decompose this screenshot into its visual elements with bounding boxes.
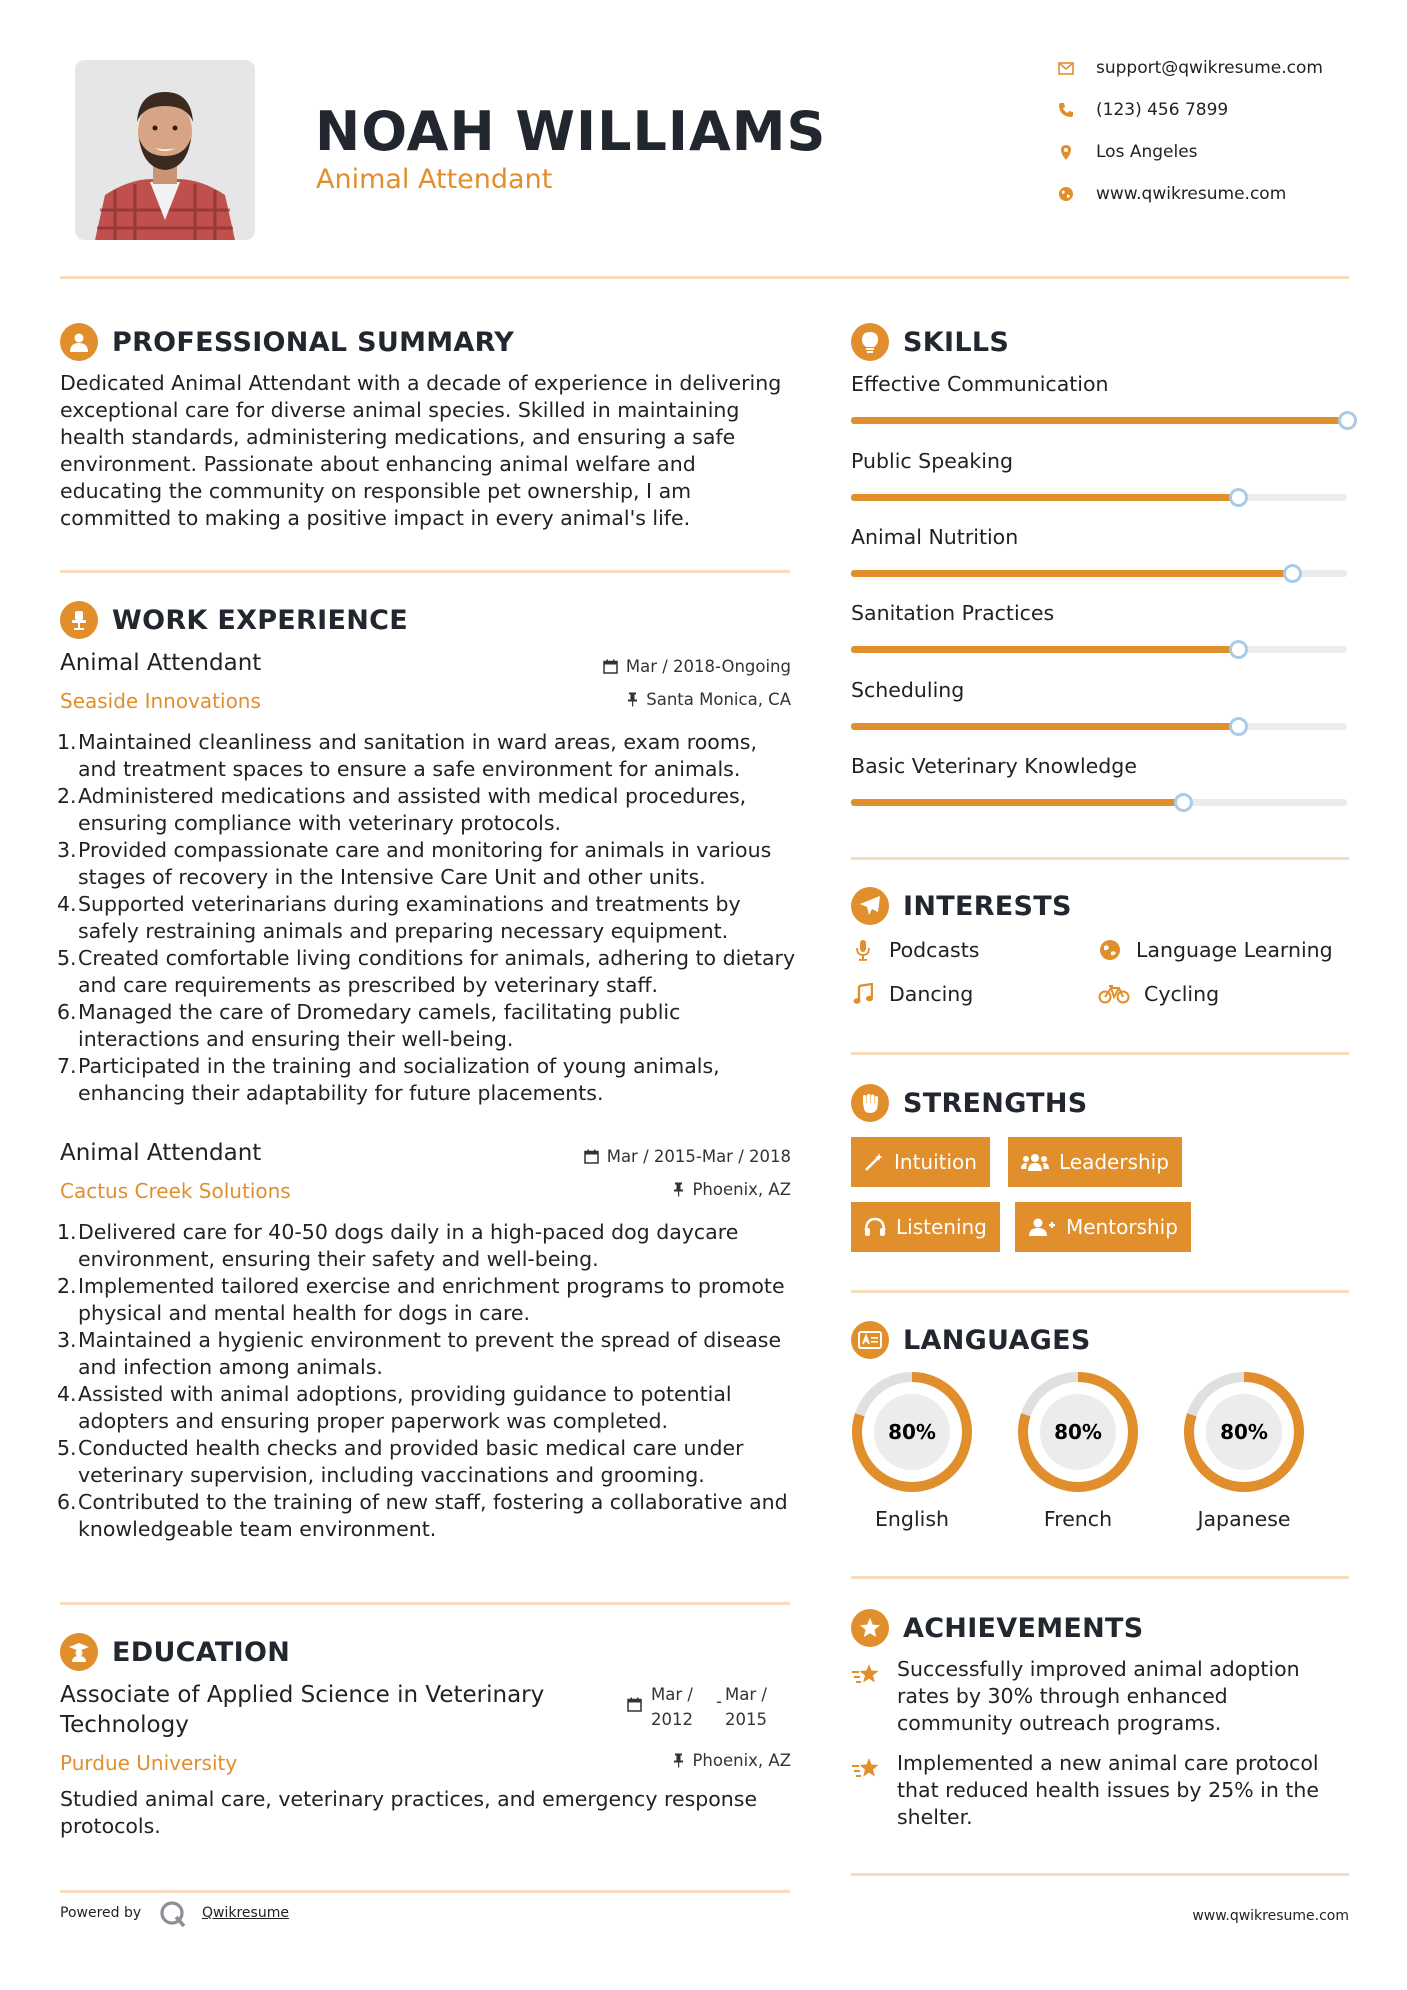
education-heading (60, 1633, 290, 1671)
skill-5-knob (1229, 717, 1248, 736)
job-2-bullets (57, 1219, 800, 1543)
skill-5-bar (851, 723, 1347, 730)
interest-language-learning (1098, 938, 1333, 962)
education-date-start-month: Mar / (651, 1685, 693, 1704)
skill-1-bar (851, 417, 1347, 424)
strength-chip-mentorship-label: Mentorship (1066, 1215, 1178, 1239)
job-2-location (673, 1180, 791, 1199)
strength-chip-mentorship (1015, 1202, 1191, 1252)
strength-chip-listening (851, 1202, 1000, 1252)
skills-heading (851, 323, 1009, 361)
lightbulb-icon (851, 323, 889, 361)
languages-divider (851, 1576, 1349, 1579)
interests-heading (851, 887, 1072, 925)
achievement-2-icon (851, 1756, 883, 1786)
skill-3-knob (1283, 564, 1302, 583)
education-date-end-month: Mar / (725, 1685, 767, 1704)
achievement-1-icon (851, 1662, 883, 1692)
experience-title: WORK EXPERIENCE (112, 604, 408, 636)
skill-6-bar (851, 799, 1347, 806)
fist-icon (851, 1084, 889, 1122)
strength-chip-intuition (851, 1137, 990, 1187)
summary-heading (60, 323, 514, 361)
language-japanese-ring (1182, 1370, 1306, 1494)
skill-1-fill (851, 417, 1347, 424)
interest-cycling (1098, 982, 1219, 1006)
pushpin-icon (673, 1753, 684, 1768)
contact-location-text: Los Angeles (1096, 142, 1198, 162)
interest-cycling-label: Cycling (1144, 982, 1220, 1006)
job-1-location (627, 690, 791, 709)
achievements-title: ACHIEVEMENTS (903, 1612, 1144, 1644)
globe-icon (1057, 185, 1075, 203)
skill-5-label: Scheduling (851, 678, 965, 702)
education-school: Purdue University (60, 1751, 238, 1775)
language-japanese (1182, 1370, 1306, 1498)
skill-2-label: Public Speaking (851, 449, 1013, 473)
list-item: 6. Managed the care of Dromedary camels, facilitating public interactions and ensuring their well-being. (57, 1000, 681, 1051)
pushpin-icon (627, 692, 638, 707)
interests-divider (851, 1052, 1349, 1055)
skill-2-knob (1229, 488, 1248, 507)
candidate-name: NOAH WILLIAMS (315, 100, 827, 163)
interests-title: INTERESTS (903, 890, 1072, 922)
skills-title: SKILLS (903, 326, 1010, 358)
languages-heading (851, 1321, 1091, 1359)
contact-phone-text: (123) 456 7899 (1096, 100, 1229, 120)
pushpin-icon (673, 1182, 684, 1197)
education-degree-line-2: Technology (60, 1712, 189, 1738)
experience-heading (60, 601, 408, 639)
education-description: Studied animal care, veterinary practices, and emergency response protocols. (60, 1787, 758, 1838)
list-item: 4. Assisted with animal adoptions, providing guidance to potential adopters and ensuring proper paperwork was completed. (57, 1382, 732, 1433)
calendar-icon (603, 659, 618, 674)
education-divider (60, 1890, 790, 1893)
list-item: 3. Provided compassionate care and monitoring for animals in various stages of recovery in the Intensive Care Unit and other units. (57, 838, 772, 889)
interest-podcasts-label: Podcasts (889, 938, 980, 962)
education-location (673, 1751, 791, 1770)
bicycle-icon (1098, 982, 1130, 1006)
strength-chip-leadership-label: Leadership (1059, 1150, 1169, 1174)
achievements-heading (851, 1609, 1144, 1647)
calendar-icon (584, 1149, 599, 1164)
language-japanese-label: Japanese (1197, 1507, 1291, 1531)
skill-3-fill (851, 570, 1292, 577)
skill-6-knob (1174, 793, 1193, 812)
skill-4-knob (1229, 640, 1248, 659)
strengths-title: STRENGTHS (903, 1087, 1088, 1119)
education-title: EDUCATION (112, 1636, 291, 1668)
magic-wand-icon (864, 1152, 884, 1172)
skill-4-bar (851, 646, 1347, 653)
list-item: 4. Supported veterinarians during examinations and treatments by safely restraining animals and preparing necessary equipment. (57, 892, 741, 943)
contact-email-text: support@qwikresume.com (1096, 58, 1323, 78)
experience-divider (60, 1602, 790, 1605)
contact-website-text: www.qwikresume.com (1096, 184, 1287, 204)
job-1-date (603, 657, 791, 676)
list-item: 7. Participated in the training and socialization of young animals, enhancing their adaptability for future placements. (57, 1054, 720, 1105)
envelope-icon (1057, 59, 1075, 77)
language-japanese-percent: 80% (1220, 1420, 1268, 1444)
list-item: 5. Conducted health checks and provided basic medical care under veterinary supervision, including vaccinations and grooming. (57, 1436, 744, 1487)
job-1-location-text: Santa Monica, CA (646, 690, 791, 709)
skill-1-knob (1338, 411, 1357, 430)
job-2-date (584, 1147, 791, 1166)
header-divider (60, 276, 1349, 279)
language-card-icon (851, 1321, 889, 1359)
headphones-icon (864, 1217, 886, 1237)
paper-plane-icon (851, 887, 889, 925)
star-badge-icon (851, 1609, 889, 1647)
skill-6-fill (851, 799, 1183, 806)
skill-2-fill (851, 494, 1238, 501)
education-location-text: Phoenix, AZ (692, 1751, 791, 1770)
education-date-start-year: 2012 (651, 1710, 693, 1729)
user-icon (60, 323, 98, 361)
skill-4-label: Sanitation Practices (851, 601, 1055, 625)
language-english-label: English (874, 1507, 950, 1531)
globe-icon (1098, 938, 1122, 962)
job-1-company: Seaside Innovations (60, 689, 261, 713)
skill-2-bar (851, 494, 1347, 501)
strengths-heading (851, 1084, 1088, 1122)
qwikresume-logo-icon (158, 1899, 188, 1933)
interest-dancing-label: Dancing (889, 982, 974, 1006)
list-item: 1. Maintained cleanliness and sanitation in ward areas, exam rooms, and treatment spaces to ensure a safe environment for animals. (57, 730, 757, 781)
skill-4-fill (851, 646, 1238, 653)
qwikresume-link[interactable]: Qwikresume (202, 1905, 289, 1921)
achievement-2-text: Implemented a new animal care protocol that reduced health issues by 25% in the shelter. (897, 1751, 1320, 1829)
contact-location (1057, 142, 1198, 162)
powered-by-text: Powered by (60, 1905, 142, 1921)
job-2-title: Animal Attendant (60, 1140, 262, 1166)
skill-3-label: Animal Nutrition (851, 525, 1019, 549)
strength-chip-listening-label: Listening (896, 1215, 987, 1239)
interest-language-learning-label: Language Learning (1136, 938, 1333, 962)
microphone-icon (851, 938, 875, 962)
strengths-divider (851, 1290, 1349, 1293)
contact-phone[interactable] (1057, 100, 1228, 120)
skill-3-bar (851, 570, 1347, 577)
footer-website-link[interactable]: www.qwikresume.com (1192, 1908, 1349, 1924)
users-icon (1021, 1152, 1049, 1172)
achievements-divider (851, 1873, 1349, 1876)
skills-divider (851, 857, 1349, 860)
job-1-date-text: Mar / 2018-Ongoing (625, 657, 791, 676)
list-item: 3. Maintained a hygienic environment to prevent the spread of disease and infection among animals. (57, 1328, 782, 1379)
interest-dancing (851, 982, 973, 1006)
education-degree-line-1: Associate of Applied Science in Veterinary (60, 1682, 545, 1708)
contact-website[interactable] (1057, 184, 1286, 204)
summary-divider (60, 570, 790, 573)
list-item: 6. Contributed to the training of new staff, fostering a collaborative and knowledgeable team environment. (57, 1490, 788, 1541)
summary-text: Dedicated Animal Attendant with a decade of experience in delivering exceptional care for diverse animal species. Skilled in maintaining health standards, administering medications, and ensuring a safe environment. Passionate about enhancing animal welfare and educating the community on responsible pet ownership, I am committed to making a positive impact in every animal's life. (60, 371, 782, 530)
language-french-label: French (1043, 1507, 1113, 1531)
list-item: 2. Implemented tailored exercise and enrichment programs to promote physical and mental health for dogs in care. (57, 1274, 785, 1325)
list-item: 2. Administered medications and assisted with medical procedures, ensuring compliance with veterinary protocols. (57, 784, 747, 835)
map-pin-icon (1057, 143, 1075, 161)
interest-podcasts (851, 938, 979, 962)
language-english-percent: 80% (888, 1420, 936, 1444)
music-note-icon (851, 982, 875, 1006)
job-1-bullets (57, 729, 800, 1107)
job-2-company: Cactus Creek Solutions (60, 1179, 291, 1203)
language-french-ring (1016, 1370, 1140, 1494)
strength-chip-leadership (1008, 1137, 1182, 1187)
achievement-1-text: Successfully improved animal adoption rates by 30% through enhanced community outreach programs. (897, 1657, 1300, 1735)
user-plus-icon (1028, 1217, 1056, 1237)
list-item: 5. Created comfortable living conditions for animals, adhering to dietary and care requirements as prescribed by veterinary staff. (57, 946, 796, 997)
summary-title: PROFESSIONAL SUMMARY (112, 326, 515, 358)
skill-5-fill (851, 723, 1238, 730)
language-english-ring (850, 1370, 974, 1494)
job-2-location-text: Phoenix, AZ (692, 1180, 791, 1199)
contact-email[interactable] (1057, 58, 1323, 78)
chair-icon (60, 601, 98, 639)
language-french (1016, 1370, 1140, 1498)
job-1-title: Animal Attendant (60, 650, 262, 676)
language-english (850, 1370, 974, 1498)
language-french-percent: 80% (1054, 1420, 1102, 1444)
candidate-role: Animal Attendant (316, 164, 553, 195)
education-date-separator: - (716, 1692, 722, 1711)
graduate-icon (60, 1633, 98, 1671)
education-date-end-year: 2015 (725, 1710, 767, 1729)
strength-chip-intuition-label: Intuition (894, 1150, 977, 1174)
skill-1-label: Effective Communication (851, 372, 1109, 396)
list-item: 1. Delivered care for 40-50 dogs daily in a high-paced dog daycare environment, ensuring their safety and well-being. (57, 1220, 739, 1271)
languages-title: LANGUAGES (903, 1324, 1091, 1356)
job-2-date-text: Mar / 2015-Mar / 2018 (606, 1147, 791, 1166)
calendar-icon (627, 1697, 642, 1716)
profile-photo (75, 60, 255, 240)
phone-icon (1057, 101, 1075, 119)
skill-6-label: Basic Veterinary Knowledge (851, 754, 1137, 778)
